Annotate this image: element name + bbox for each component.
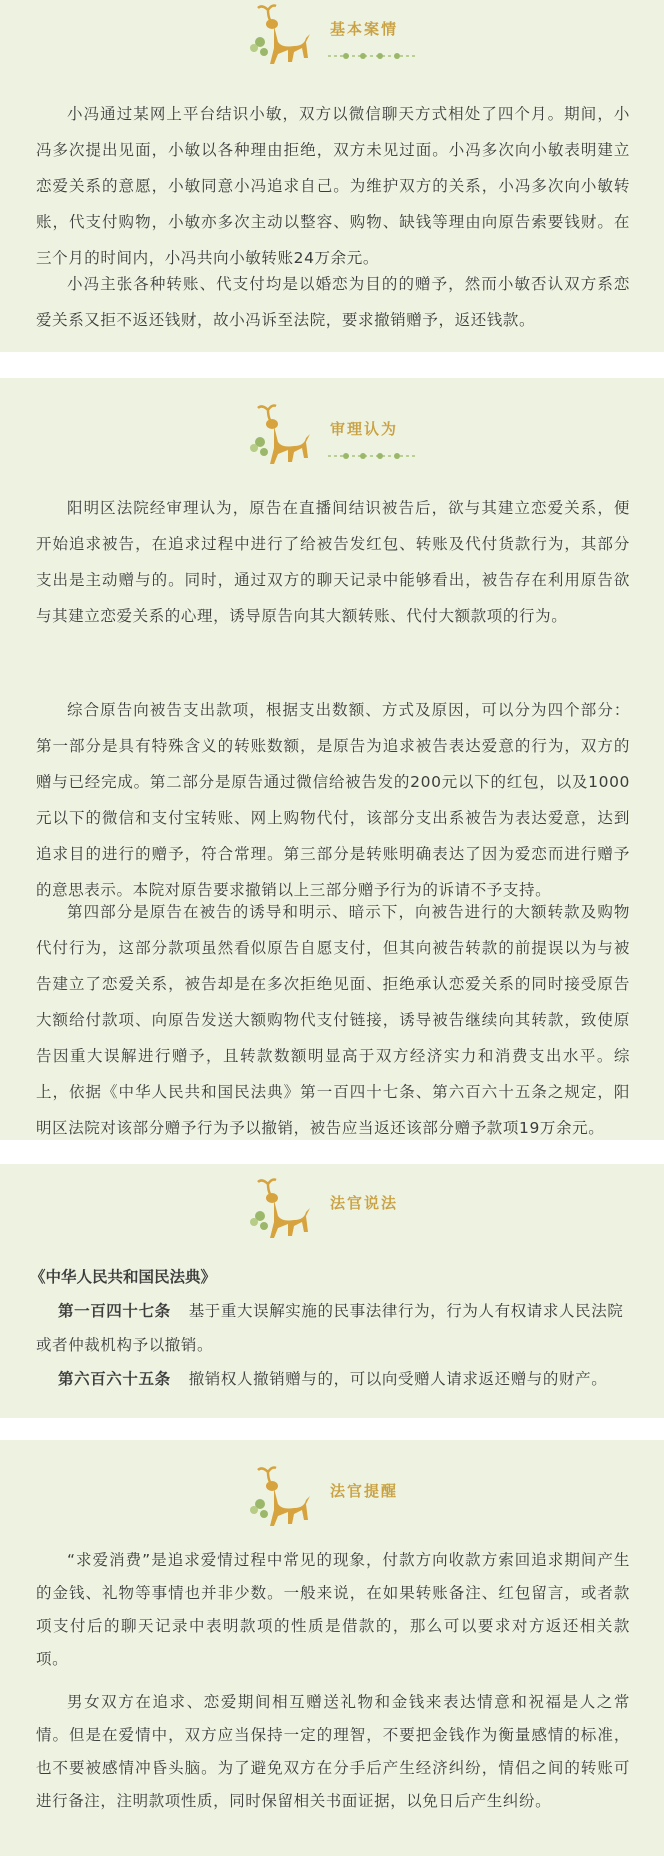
paragraph: 小冯通过某网上平台结识小敏，双方以微信聊天方式相处了四个月。期间，小冯多次提出见面，小敏以各种理由拒绝，双方未见过面。小冯多次向小敏表明建立恋爱关系的意愿，小敏同意小冯追求自己。为维护双方的关系，小冯多次向小敏转账，代支付购物，小敏亦多次主动以整容、购物、缺钱等理由向原告索要钱财。在三个月的时间内，小冯共向小敏转账24万余元。 bbox=[36, 105, 630, 267]
deer-logo-icon bbox=[248, 402, 316, 472]
section-header bbox=[0, 0, 664, 80]
paragraph: 第四部分是原告在被告的诱导和明示、暗示下，向被告进行的大额转款及购物代付行为，这部分款项虽然看似原告自愿支付，但其向被告转款的前提误以为与被告建立了恋爱关系，被告却是在多次拒绝见面、拒绝承认恋爱关系的同时接受原告大额给付款项、向原告发送大额购物代支付链接，诱导被告继续向其转款，致使原告因重大误解进行赠予，且转款数额明显高于双方经济实力和消费支出水平。综上，依据《中华人民共和国民法典》第一百四十七条、第六百六十五条之规定，阳明区法院对该部分赠予行为予以撤销，被告应当返还该部分赠予款项19万余元。 bbox=[36, 903, 630, 1137]
paragraph: 综合原告向被告支出款项，根据支出数额、方式及原因，可以分为四个部分：第一部分是具有特殊含义的转账数额，是原告为追求被告表达爱意的行为，双方的赠与已经完成。第二部分是原告通过微信给被告发的200元以下的红包，以及1000元以下的微信和支付宝转账、网上购物代付，该部分支出系被告为表达爱意，达到追求目的进行的赠予，符合常理。第三部分是转账明确表达了因为爱恋而进行赠予的意思表示。本院对原告要求撤销以上三部分赠予行为的诉请不予支持。 bbox=[36, 701, 630, 899]
divider-dots-icon bbox=[328, 452, 418, 460]
law-article bbox=[36, 1362, 630, 1396]
paragraph: “求爱消费”是追求爱情过程中常见的现象，付款方向收款方索回追求期间产生的金钱、礼物等事情也并非少数。一般来说，在如果转账备注、红包留言，或者款项支付后的聊天记录中表明款项的性质是借款的，那么可以要求对方返还相关款项。 bbox=[36, 1551, 630, 1668]
paragraph: 小冯主张各种转账、代支付均是以婚恋为目的的赠予，然而小敏否认双方系恋爱关系又拒不返还钱财，故小冯诉至法院，要求撤销赠予，返还钱款。 bbox=[36, 275, 630, 329]
article-number: 第一百四十七条 bbox=[58, 1302, 171, 1320]
section-header bbox=[0, 1462, 664, 1542]
section-header bbox=[0, 400, 664, 480]
section-title: 法官说法 bbox=[330, 1194, 399, 1212]
article-number: 第六百六十五条 bbox=[58, 1370, 171, 1388]
section-judge-reminder bbox=[0, 1440, 664, 1856]
deer-logo-icon bbox=[248, 1176, 316, 1246]
section-title: 基本案情 bbox=[330, 20, 399, 38]
section-title: 审理认为 bbox=[330, 420, 399, 438]
law-article bbox=[36, 1294, 630, 1362]
deer-logo-icon bbox=[248, 1464, 316, 1534]
section-title: 法官提醒 bbox=[330, 1482, 399, 1500]
section-court-opinion bbox=[0, 378, 664, 1140]
section-header bbox=[0, 1174, 664, 1254]
section-basic-facts bbox=[0, 0, 664, 352]
section-judge-explains bbox=[0, 1164, 664, 1418]
law-title: 《中华人民共和国民法典》 bbox=[30, 1268, 217, 1286]
article-text: 撤销权人撤销赠与的，可以向受赠人请求返还赠与的财产。 bbox=[188, 1370, 608, 1388]
article-text: 基于重大误解实施的民事法律行为，行为人有权请求人民法院或者仲裁机构予以撤销。 bbox=[36, 1302, 624, 1354]
paragraph: 阳明区法院经审理认为，原告在直播间结识被告后，欲与其建立恋爱关系，便开始追求被告，在追求过程中进行了给被告发红包、转账及代付货款行为，其部分支出是主动赠与的。同时，通过双方的聊天记录中能够看出，被告存在利用原告欲与其建立恋爱关系的心理，诱导原告向其大额转账、代付大额款项的行为。 bbox=[36, 499, 630, 625]
deer-logo-icon bbox=[248, 2, 316, 72]
divider-dots-icon bbox=[328, 52, 418, 60]
paragraph: 男女双方在追求、恋爱期间相互赠送礼物和金钱来表达情意和祝福是人之常情。但是在爱情中，双方应当保持一定的理智，不要把金钱作为衡量感情的标准，也不要被感情冲昏头脑。为了避免双方在分手后产生经济纠纷，情侣之间的转账可进行备注，注明款项性质，同时保留相关书面证据，以免日后产生纠纷。 bbox=[36, 1693, 630, 1810]
